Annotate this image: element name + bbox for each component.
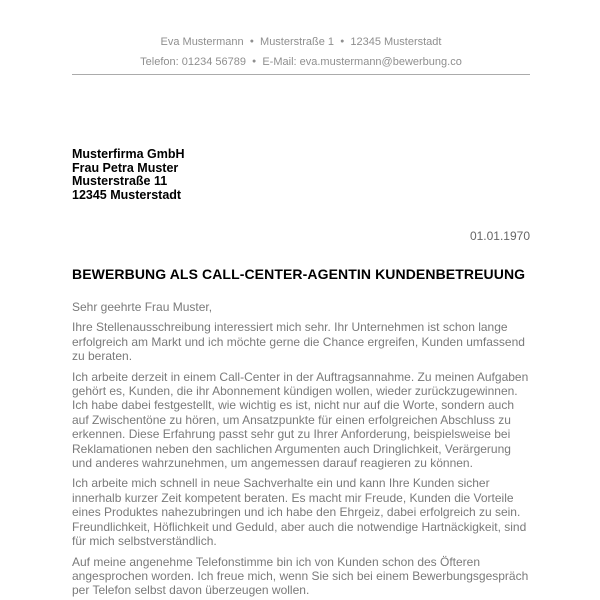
sender-phone: Telefon: 01234 56789: [140, 56, 246, 68]
bullet-separator-icon: ●: [340, 38, 345, 45]
body-paragraph-2: Ich arbeite derzeit in einem Call-Center in der Auftragsannahme. Zu meinen Aufgaben gehört es, Kunden, die ihr Abonnement kündigen wollen, wieder zurückzugewinnen. Ich habe dabei festgestellt, wie wichtig es ist, nicht nur auf die Worte, sondern auch auf Zwischentöne zu hören, um Ansatzpunkte für einen erfolgreichen Abschluss zu erkennen. Diese Erfahrung passt sehr gut zu Ihrer Anforderung, beispielsweise bei Reklamationen neben den sachlichen Argumenten auch Dringlichkeit, Verärgerung und anderes wahrzunehmen, um angemessen darauf reagieren zu können.: [72, 369, 529, 471]
body-paragraph-3: Ich arbeite mich schnell in neue Sachverhalte ein und kann Ihre Kunden sicher innerhalb kurzer Zeit kompetent beraten. Es macht mir Freude, Kunden die Vorteile eines Produktes nahezubringen und ich habe den Ehrgeiz, dabei erfolgreich zu sein. Freundlichkeit, Höflichkeit und Geduld, aber auch die notwendige Hartnäckigkeit, sind für mich selbstverständlich.: [72, 476, 527, 549]
date-row: [72, 230, 530, 243]
salutation: Sehr geehrte Frau Muster,: [72, 300, 213, 314]
recipient-city: 12345 Musterstadt: [72, 187, 182, 202]
sender-phone-email-line: [72, 52, 530, 72]
body-paragraph-4: Auf meine angenehme Telefonstimme bin ich von Kunden schon des Öfteren angesprochen worden. Ich freue mich, wenn Sie sich bei einem Bewerbungsgespräch per Telefon selbst davon überzeugen wollen.: [72, 554, 529, 598]
letterhead-divider: [72, 74, 530, 75]
letter-date: 01.01.1970: [469, 229, 530, 243]
sender-street: Musterstraße 1: [260, 36, 334, 48]
recipient-address-block: [72, 148, 530, 202]
body-paragraph-1: Ihre Stellenausschreibung interessiert mich sehr. Ihr Unternehmen ist schon lange erfolgreich am Markt und ich möchte gerne die Chance ergreifen, Kunden umfassend zu beraten.: [72, 320, 525, 364]
letterhead: [72, 32, 530, 75]
recipient-contact-person: Frau Petra Muster: [72, 160, 179, 175]
sender-contact-line: [72, 32, 530, 52]
subject-line: BEWERBUNG ALS CALL-CENTER-AGENTIN KUNDENBETREUUNG: [72, 266, 526, 282]
sender-email: E-Mail: eva.mustermann@bewerbung.co: [262, 56, 462, 68]
recipient-company: Musterfirma GmbH: [72, 147, 185, 161]
recipient-street: Musterstraße 11: [72, 174, 168, 188]
bullet-separator-icon: ●: [249, 38, 254, 45]
sender-name: Eva Mustermann: [160, 36, 244, 48]
bullet-separator-icon: ●: [252, 58, 257, 65]
sender-city: 12345 Musterstadt: [350, 36, 442, 48]
